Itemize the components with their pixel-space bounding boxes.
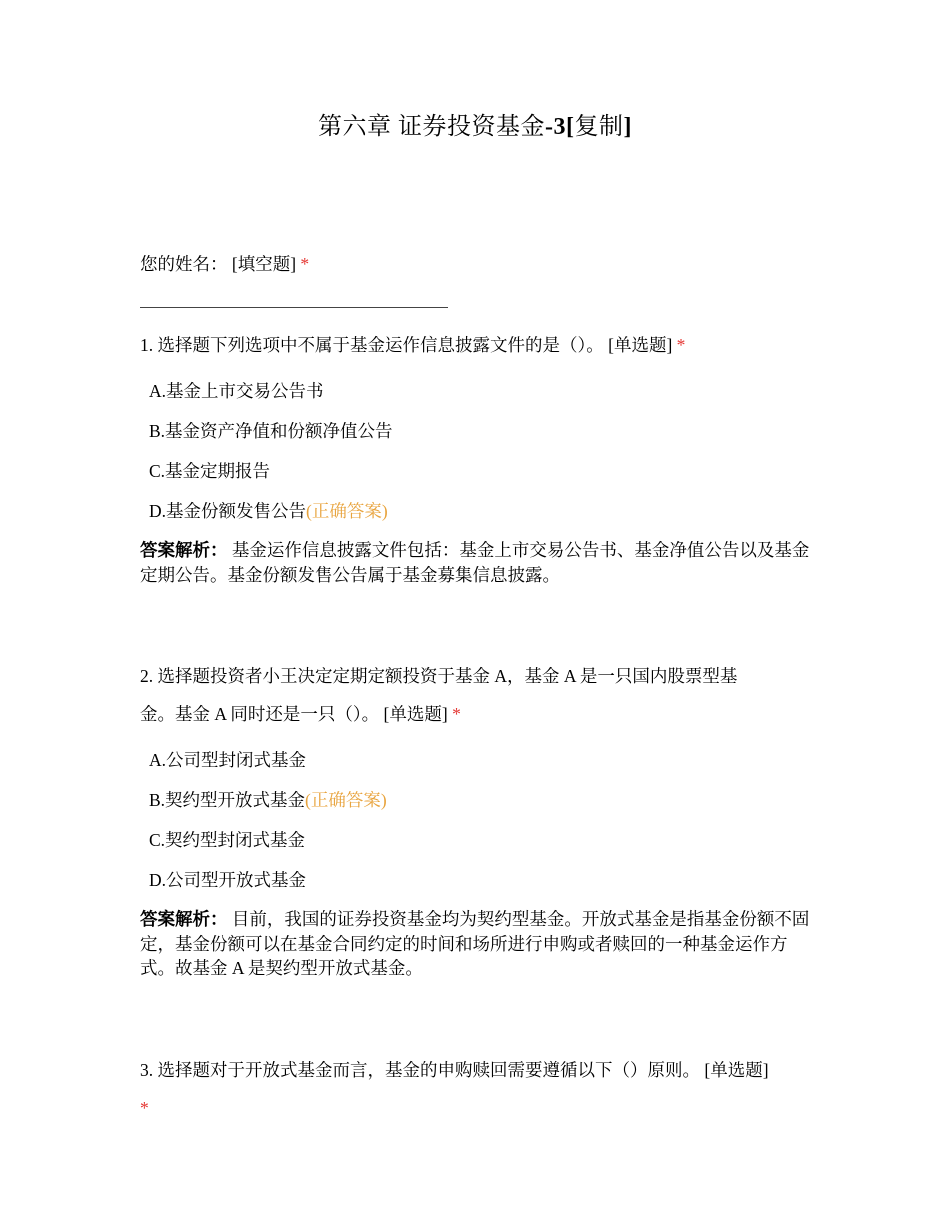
- option-text: C.契约型封闭式基金: [149, 830, 306, 850]
- question-1-type: [单选题]: [608, 335, 673, 355]
- correct-answer-tag: (正确答案): [306, 501, 388, 521]
- required-mark: *: [140, 1098, 149, 1118]
- question-3-text: 3. 选择题对于开放式基金而言，基金的申购赎回需要遵循以下（）原则。: [140, 1060, 700, 1080]
- name-type: [填空题]: [231, 254, 297, 274]
- question-3-stem: [140, 1051, 830, 1127]
- q1-option-a[interactable]: [149, 379, 324, 403]
- title-main: 第六章 证券投资基金: [318, 114, 545, 140]
- q2-option-b[interactable]: [149, 788, 387, 812]
- question-2-type: [单选题]: [383, 704, 448, 724]
- question-1-stem: [140, 326, 820, 364]
- option-text: C.基金定期报告: [149, 461, 271, 481]
- q2-analysis: [140, 907, 815, 981]
- required-mark: *: [300, 254, 310, 274]
- option-text: A.基金上市交易公告书: [149, 381, 324, 401]
- title-suffix: -3[: [545, 114, 575, 140]
- required-mark: *: [452, 704, 461, 724]
- name-input[interactable]: [140, 307, 448, 308]
- question-2-line1: 2. 选择题投资者小王决定定期定额投资于基金 A，基金 A 是一只国内股票型基: [140, 666, 738, 686]
- q1-option-d[interactable]: [149, 499, 388, 523]
- title-copy: 复制: [574, 114, 624, 140]
- analysis-text: 目前，我国的证券投资基金均为契约型基金。开放式基金是指基金份额不固定，基金份额可以在基金合同约定的时间和场所进行申购或者赎回的一种基金运作方式。故基金 A 是契约型开放式基金。: [140, 909, 810, 978]
- question-2-stem: [140, 657, 820, 733]
- option-text: B.基金资产净值和份额净值公告: [149, 421, 393, 441]
- required-mark: *: [676, 335, 686, 355]
- correct-answer-tag: (正确答案): [305, 790, 387, 810]
- analysis-text: 基金运作信息披露文件包括：基金上市交易公告书、基金净值公告以及基金定期公告。基金份额发售公告属于基金募集信息披露。: [140, 540, 810, 585]
- page-title: [0, 112, 950, 142]
- q2-option-a[interactable]: [149, 748, 306, 772]
- q2-option-c[interactable]: [149, 828, 305, 852]
- question-2-line2-wrap: [140, 695, 820, 733]
- q2-option-d[interactable]: [149, 868, 306, 892]
- option-text: D.基金份额发售公告: [149, 501, 307, 521]
- name-question: [140, 245, 820, 283]
- title-close: ]: [623, 114, 632, 140]
- analysis-label: 答案解析：: [140, 540, 228, 560]
- question-1-text: 1. 选择题下列选项中不属于基金运作信息披露文件的是（）。: [140, 335, 604, 355]
- question-2-line2: 金。基金 A 同时还是一只（）。: [140, 704, 380, 724]
- analysis-label: 答案解析：: [140, 909, 228, 929]
- option-text: A.公司型封闭式基金: [149, 750, 307, 770]
- q1-analysis: [140, 538, 815, 587]
- name-label: 您的姓名：: [140, 254, 228, 274]
- q1-option-b[interactable]: [149, 419, 393, 443]
- option-text: D.公司型开放式基金: [149, 870, 307, 890]
- question-3-type: [单选题]: [704, 1060, 769, 1080]
- q1-option-c[interactable]: [149, 459, 270, 483]
- option-text: B.契约型开放式基金: [149, 790, 306, 810]
